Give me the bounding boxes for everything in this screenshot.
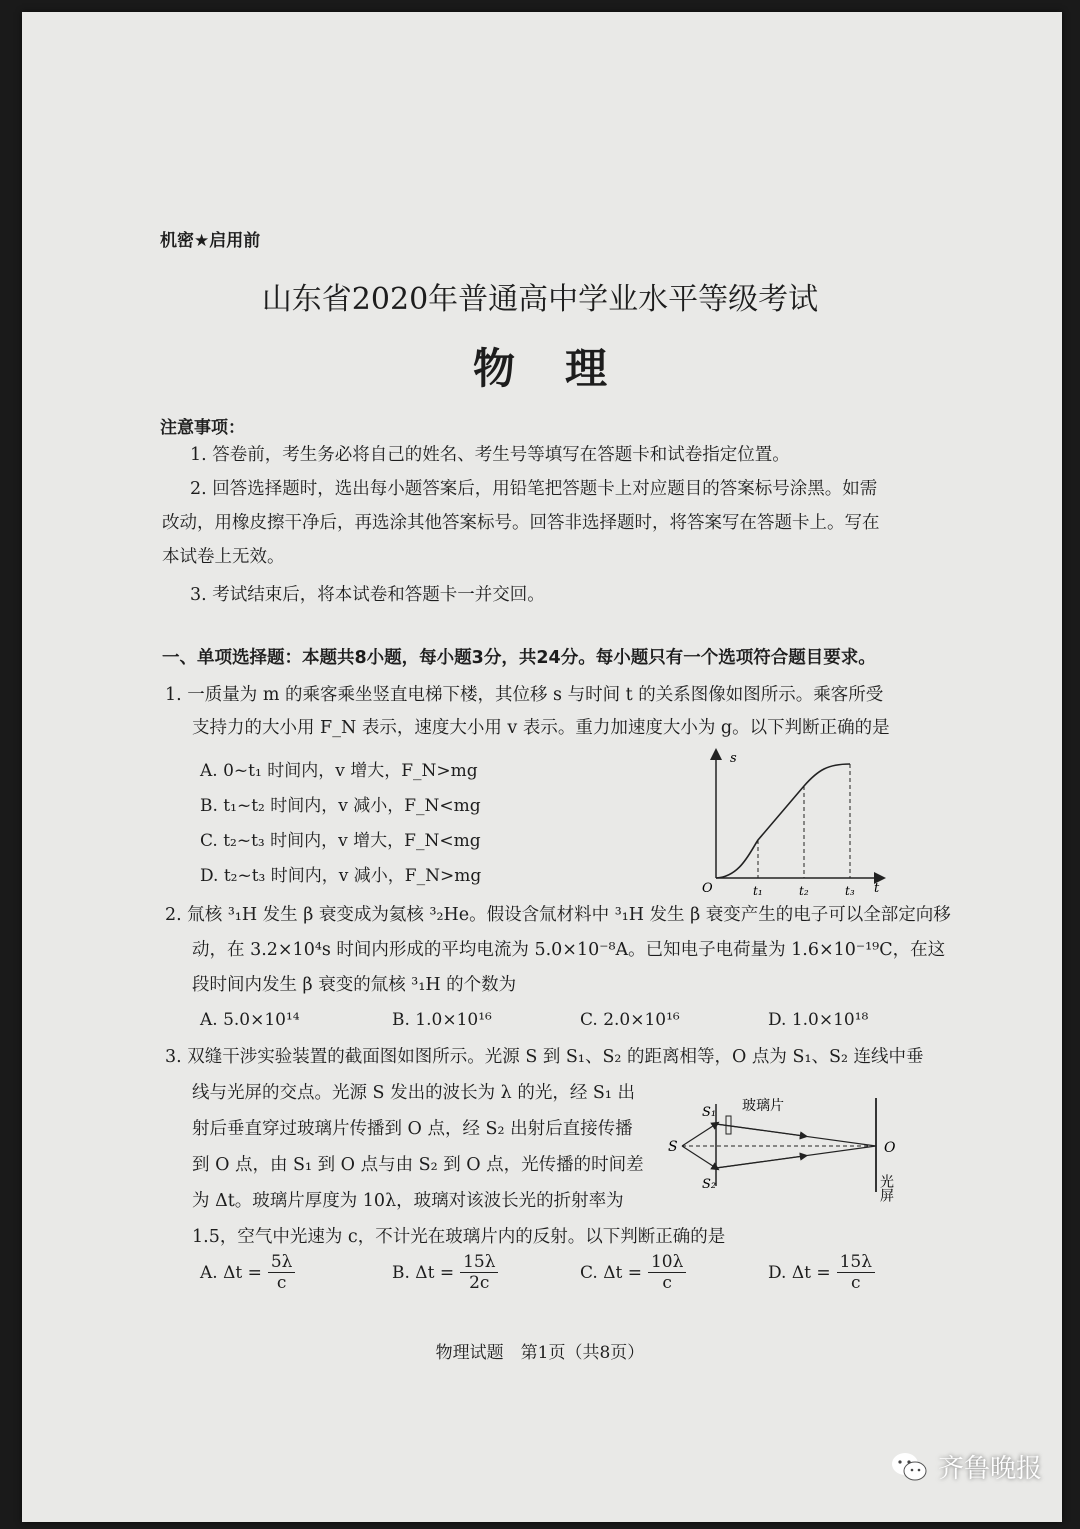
q3-option-a-label: A. Δt = bbox=[200, 1262, 262, 1283]
watermark-text: 齐鲁晚报 bbox=[938, 1454, 1043, 1484]
notice-item-2-line1: 2. 回答选择题时，选出每小题答案后，用铅笔把答题卡上对应题目的答案标号涂黑。如需 bbox=[190, 479, 878, 499]
q1-option-b: B. t₁~t₂ 时间内，v 减小，F_N<mg bbox=[200, 796, 481, 816]
q3-option-a-denominator: c bbox=[276, 1273, 287, 1293]
q3-option-c bbox=[580, 1252, 686, 1293]
ray-s-s2 bbox=[682, 1146, 716, 1168]
q3-option-a bbox=[200, 1252, 295, 1293]
page-footer: 物理试题 第1页（共8页） bbox=[435, 1343, 645, 1363]
ray-s-s1 bbox=[682, 1124, 716, 1146]
q3-option-a-fraction bbox=[268, 1252, 296, 1293]
q2-option-d: D. 1.0×10¹⁸ bbox=[768, 1010, 869, 1030]
q3-option-b-numerator: 15λ bbox=[460, 1252, 498, 1273]
notice-item-3: 3. 考试结束后，将本试卷和答题卡一并交回。 bbox=[190, 585, 545, 605]
q1-line2: 支持力的大小用 F_N 表示，速度大小用 v 表示。重力加速度大小为 g。以下判断正确的是 bbox=[192, 718, 890, 738]
q3-line5: 为 Δt。玻璃片厚度为 10λ，玻璃对该波长光的折射率为 bbox=[192, 1191, 624, 1211]
section-heading: 一、单项选择题：本题共8小题，每小题3分，共24分。每小题只有一个选项符合题目要求。 bbox=[162, 648, 876, 668]
wechat-icon bbox=[890, 1451, 928, 1483]
s-t-curve bbox=[716, 764, 850, 878]
q3-option-d-numerator: 15λ bbox=[837, 1252, 875, 1273]
q3-option-c-numerator: 10λ bbox=[648, 1252, 686, 1273]
q3-option-b bbox=[392, 1252, 498, 1293]
t-axis-label: t bbox=[874, 881, 880, 896]
q2-option-b: B. 1.0×10¹⁶ bbox=[392, 1010, 492, 1030]
label-s: S bbox=[668, 1139, 678, 1155]
t3-label: t₃ bbox=[845, 884, 855, 898]
subject-title: 物理 bbox=[472, 344, 657, 393]
label-s2: S₂ bbox=[702, 1177, 717, 1192]
q2-option-c: C. 2.0×10¹⁶ bbox=[580, 1010, 680, 1030]
t2-label: t₂ bbox=[799, 884, 809, 898]
label-glass: 玻璃片 bbox=[742, 1098, 784, 1114]
q3-option-c-label: C. Δt = bbox=[580, 1262, 642, 1283]
origin-label: O bbox=[702, 881, 713, 896]
q3-option-d bbox=[768, 1252, 875, 1293]
q3-line6: 1.5，空气中光速为 c，不计光在玻璃片内的反射。以下判断正确的是 bbox=[192, 1227, 726, 1247]
q3-option-d-denominator: c bbox=[851, 1273, 861, 1293]
q1-option-a: A. 0~t₁ 时间内，v 增大，F_N>mg bbox=[200, 761, 478, 781]
q1-option-d: D. t₂~t₃ 时间内，v 减小，F_N>mg bbox=[200, 866, 482, 886]
notice-item-2-line3: 本试卷上无效。 bbox=[162, 547, 285, 567]
ray-s2-arrow bbox=[716, 1156, 804, 1168]
q2-line2: 动，在 3.2×10⁴s 时间内形成的平均电流为 5.0×10⁻⁸A。已知电子电荷量为 1.6×10⁻¹⁹C，在这 bbox=[192, 940, 946, 960]
s-axis-label: s bbox=[730, 751, 737, 766]
label-s1: S₁ bbox=[702, 1105, 717, 1120]
q2-line1: 2. 氚核 ³₁H 发生 β 衰变成为氦核 ³₂He。假设含氚材料中 ³₁H 发生 β 衰变产生的电子可以全部定向移 bbox=[165, 905, 951, 925]
q1-s-t-graph bbox=[700, 748, 890, 898]
notice-item-2-line2: 改动，用橡皮擦干净后，再选涂其他答案标号。回答非选择题时，将答案写在答题卡上。写在 bbox=[162, 513, 880, 533]
t1-label: t₁ bbox=[753, 884, 763, 898]
confidential-mark: 机密★启用前 bbox=[160, 231, 261, 251]
q3-option-b-denominator: 2c bbox=[469, 1273, 490, 1293]
q2-option-a: A. 5.0×10¹⁴ bbox=[200, 1010, 300, 1030]
q3-option-c-fraction bbox=[648, 1252, 686, 1293]
q3-double-slit-diagram bbox=[664, 1090, 914, 1210]
q2-line3: 段时间内发生 β 衰变的氚核 ³₁H 的个数为 bbox=[192, 975, 517, 995]
label-o: O bbox=[884, 1140, 896, 1156]
label-screen: 光屏 bbox=[878, 1174, 894, 1202]
q3-line2: 线与光屏的交点。光源 S 发出的波长为 λ 的光，经 S₁ 出 bbox=[192, 1083, 635, 1103]
q3-line3: 射后垂直穿过玻璃片传播到 O 点，经 S₂ 出射后直接传播 bbox=[192, 1119, 633, 1139]
q3-line4: 到 O 点，由 S₁ 到 O 点与由 S₂ 到 O 点，光传播的时间差 bbox=[192, 1155, 644, 1175]
notice-item-1: 1. 答卷前，考生务必将自己的姓名、考生号等填写在答题卡和试卷指定位置。 bbox=[190, 445, 790, 465]
q3-line1: 3. 双缝干涉实验装置的截面图如图所示。光源 S 到 S₁、S₂ 的距离相等，O 点为 S₁、S₂ 连线中垂 bbox=[165, 1047, 924, 1067]
q1-line1: 1. 一质量为 m 的乘客乘坐竖直电梯下楼，其位移 s 与时间 t 的关系图像如图所示。乘客所受 bbox=[165, 685, 884, 705]
q3-option-d-fraction bbox=[837, 1252, 875, 1293]
exam-title: 山东省2020年普通高中学业水平等级考试 bbox=[261, 282, 819, 317]
q3-option-c-denominator: c bbox=[662, 1273, 672, 1293]
notice-heading: 注意事项： bbox=[160, 418, 245, 438]
q1-option-c: C. t₂~t₃ 时间内，v 增大，F_N<mg bbox=[200, 831, 481, 851]
q3-option-d-label: D. Δt = bbox=[768, 1262, 831, 1283]
watermark-logo bbox=[890, 1448, 1042, 1485]
q3-option-b-label: B. Δt = bbox=[392, 1262, 455, 1283]
q3-option-b-fraction bbox=[460, 1252, 498, 1293]
q3-option-a-numerator: 5λ bbox=[268, 1252, 296, 1273]
